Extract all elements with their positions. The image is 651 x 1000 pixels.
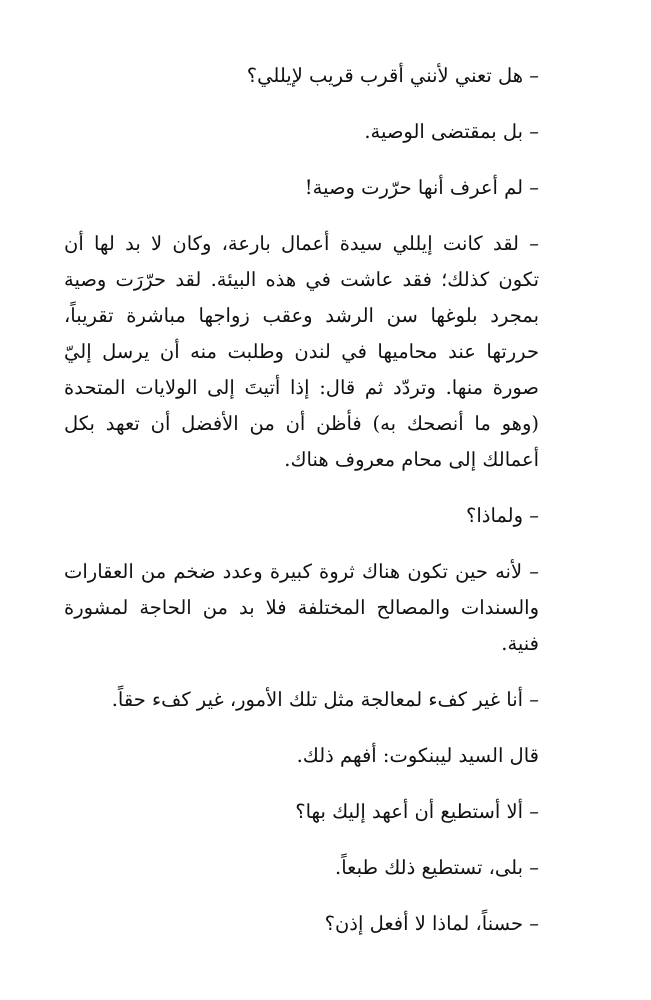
dialogue-paragraph-6: – لأنه حين تكون هناك ثروة كبيرة وعدد ضخم من العقارات والسندات والمصالح المختلفة فلا بد من الحاجة لمشورة فنية. bbox=[64, 560, 539, 655]
dialogue-line-9: – ألا أستطيع أن أعهد إليك بها؟ bbox=[295, 800, 539, 823]
dialogue-line-2: – بل بمقتضى الوصية. bbox=[364, 120, 539, 143]
dialogue-line-10: – بلى، تستطيع ذلك طبعاً. bbox=[335, 856, 539, 879]
book-page bbox=[64, 58, 539, 942]
dialogue-paragraph-4: – لقد كانت إيللي سيدة أعمال بارعة، وكان لا بد لها أن تكون كذلك؛ فقد عاشت في هذه البيئة. لقد حرّرَت وصية بمجرد بلوغها سن الرشد وعقب زواجها مباشرة تقريباً، حررتها عند محاميها في لندن وطلبت منه أن يرسل إليّ صورة منها. وتردّد ثم قال: إذا أتيتَ إلى الولايات المتحدة (وهو ما أنصحك به) فأظن أن من الأفضل أن تعهد بكل أعمالك إلى محام معروف هناك. bbox=[64, 232, 539, 471]
dialogue-line-1: – هل تعني لأنني أقرب قريب لإيللي؟ bbox=[246, 64, 539, 87]
dialogue-paragraph-7: – أنا غير كفء لمعالجة مثل تلك الأمور، غير كفء حقاً. bbox=[111, 688, 539, 711]
dialogue-line-3: – لم أعرف أنها حرّرت وصية! bbox=[304, 176, 539, 199]
dialogue-line-5: – ولماذا؟ bbox=[466, 504, 539, 527]
dialogue-line-11: – حسناً، لماذا لا أفعل إذن؟ bbox=[324, 912, 539, 935]
narration-line-8: قال السيد ليبنكوت: أفهم ذلك. bbox=[296, 744, 539, 767]
